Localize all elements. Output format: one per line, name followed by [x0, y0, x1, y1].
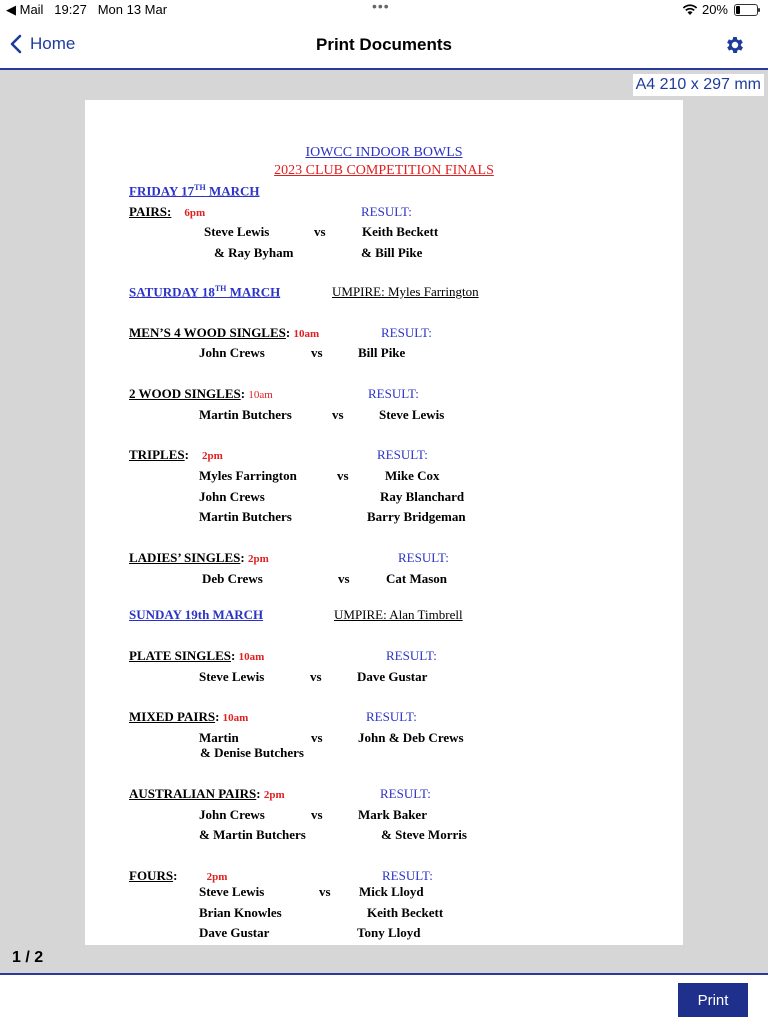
page-counter: 1 / 2 [12, 949, 44, 966]
pairs-left-2: & Ray Byham [214, 245, 294, 260]
home-back-label: Home [30, 34, 76, 53]
australian-pairs-heading: AUSTRALIAN PAIRS: 2pm [129, 786, 285, 801]
mixed-pairs-right-1: John & Deb Crews [358, 730, 464, 745]
triples-result: RESULT: [377, 447, 428, 462]
triples-heading: TRIPLES: 2pm [129, 447, 223, 462]
fours-right-2: Keith Beckett [367, 905, 444, 920]
pairs-left-1: Steve Lewis [204, 224, 270, 239]
fours-result: RESULT: [382, 868, 433, 883]
plate-singles-left: Steve Lewis [199, 669, 265, 684]
saturday-heading: SATURDAY 18TH MARCH [129, 284, 281, 300]
fours-right-3: Tony Lloyd [357, 925, 421, 940]
mens-4-wood-left: John Crews [199, 345, 265, 360]
triples-vs: vs [337, 468, 349, 483]
pairs-right-1: Keith Beckett [362, 224, 439, 239]
mixed-pairs-left-1: Martin [199, 730, 239, 745]
ladies-singles-heading: LADIES’ SINGLES: 2pm [129, 550, 269, 565]
fours-left-1: Steve Lewis [199, 884, 265, 899]
triples-left-1: Myles Farrington [199, 468, 297, 483]
status-date: Mon 13 Mar [97, 2, 168, 17]
fours-vs: vs [319, 884, 331, 899]
plate-singles-heading: PLATE SINGLES: 10am [129, 648, 265, 663]
plate-singles-result: RESULT: [386, 648, 437, 663]
mixed-pairs-heading: MIXED PAIRS: 10am [129, 709, 249, 724]
bottom-toolbar [0, 973, 768, 1026]
battery-percent: 20% [701, 2, 728, 17]
battery-level [736, 6, 740, 14]
triples-right-3: Barry Bridgeman [367, 509, 466, 524]
status-left [6, 2, 167, 18]
triples-right-2: Ray Blanchard [380, 489, 465, 504]
sunday-heading: SUNDAY 19th MARCH [129, 607, 264, 622]
fours-left-3: Dave Gustar [199, 925, 270, 940]
ladies-singles-right: Cat Mason [386, 571, 448, 586]
navigation-bar [0, 22, 768, 70]
battery-icon [734, 4, 758, 16]
two-wood-vs: vs [332, 407, 344, 422]
mens-4-wood-heading: MEN’S 4 WOOD SINGLES: 10am [129, 325, 320, 340]
australian-pairs-result: RESULT: [380, 786, 431, 801]
multitask-dots-icon[interactable]: ••• [372, 0, 390, 14]
two-wood-left: Martin Butchers [199, 407, 292, 422]
australian-pairs-left-1: John Crews [199, 807, 265, 822]
fours-left-2: Brian Knowles [199, 905, 282, 920]
mens-4-wood-right: Bill Pike [358, 345, 406, 360]
australian-pairs-right-1: Mark Baker [358, 807, 427, 822]
plate-singles-vs: vs [310, 669, 322, 684]
ladies-singles-result: RESULT: [398, 550, 449, 565]
mixed-pairs-left-2: & Denise Butchers [200, 745, 304, 760]
status-bar [0, 0, 768, 20]
doc-title: IOWCC INDOOR BOWLS [305, 145, 463, 160]
fours-right-1: Mick Lloyd [359, 884, 424, 899]
back-to-app-link[interactable]: ◀ Mail [6, 2, 44, 17]
pairs-vs: vs [314, 224, 326, 239]
doc-subtitle: 2023 CLUB COMPETITION FINALS [274, 163, 494, 178]
print-button[interactable]: Print [678, 983, 748, 1017]
australian-pairs-left-2: & Martin Butchers [199, 827, 306, 842]
saturday-umpire: UMPIRE: Myles Farrington [332, 284, 479, 299]
sunday-umpire: UMPIRE: Alan Timbrell [334, 607, 463, 622]
triples-left-2: John Crews [199, 489, 265, 504]
plate-singles-right: Dave Gustar [357, 669, 428, 684]
pairs-result: RESULT: [361, 204, 412, 219]
triples-left-3: Martin Butchers [199, 509, 292, 524]
two-wood-right: Steve Lewis [379, 407, 445, 422]
document-page-preview[interactable] [85, 100, 683, 945]
australian-pairs-right-2: & Steve Morris [381, 827, 467, 842]
wifi-icon [682, 4, 698, 16]
australian-pairs-vs: vs [311, 807, 323, 822]
mens-4-wood-vs: vs [311, 345, 323, 360]
pairs-right-2: & Bill Pike [361, 245, 423, 260]
two-wood-heading: 2 WOOD SINGLES: 10am [129, 386, 273, 401]
status-time: 19:27 [54, 2, 87, 17]
ladies-singles-vs: vs [338, 571, 350, 586]
mens-4-wood-result: RESULT: [381, 325, 432, 340]
ladies-singles-left: Deb Crews [202, 571, 263, 586]
triples-right-1: Mike Cox [385, 468, 440, 483]
page-title: Print Documents [315, 35, 453, 54]
status-right [682, 2, 758, 17]
mixed-pairs-result: RESULT: [366, 709, 417, 724]
two-wood-result: RESULT: [368, 386, 419, 401]
print-preview-area [0, 70, 768, 973]
mixed-pairs-vs: vs [311, 730, 323, 745]
fours-heading: FOURS: 2pm [129, 868, 228, 883]
pairs-heading: PAIRS: 6pm [129, 204, 206, 219]
paper-size-label[interactable]: A4 210 x 297 mm [633, 74, 764, 96]
friday-heading: FRIDAY 17TH MARCH [129, 183, 260, 199]
gear-icon[interactable] [724, 34, 746, 56]
